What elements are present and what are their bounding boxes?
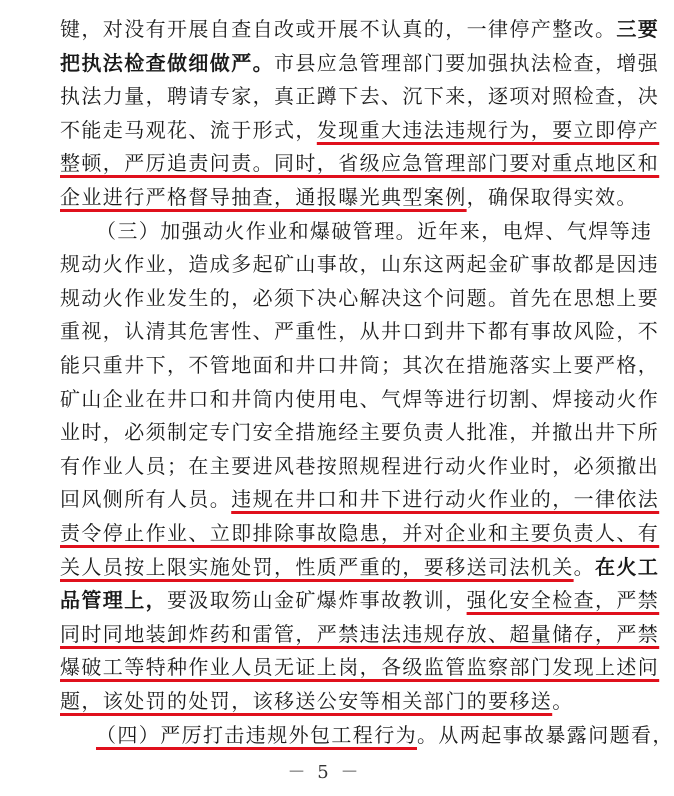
- text-line: [60, 617, 660, 651]
- underlined-text: 关人员按上限实施处罚，性质严重的，要移送司法机关: [60, 554, 574, 579]
- text-span: 业时，必须制定专门安全措施经主要负责人批准，并撤出井下所: [60, 420, 660, 445]
- bold-text: 把执法检查做细做严。: [60, 50, 274, 75]
- text-span: 执法力量，聘请专家，真正蹲下去、沉下来，逐项对照检查，决: [60, 84, 660, 109]
- text-span: 。: [573, 554, 596, 579]
- text-line: [96, 214, 653, 248]
- text-span: 规动火作业发生的，必须下决心解决这个问题。首先在思想上要: [60, 285, 660, 310]
- text-line: [60, 449, 660, 483]
- underlined-text: 企业进行严格督导抽查，通报曝光典型案例: [60, 185, 467, 209]
- text-span: 有作业人员；在主要进风巷按照规程进行动火作业时，必须撤出: [60, 453, 660, 478]
- bold-text: 在火工: [595, 554, 660, 579]
- text-line: [60, 79, 660, 113]
- text-line: [60, 583, 660, 617]
- text-line: [60, 348, 660, 382]
- text-span: ，确保取得实效。: [466, 185, 638, 209]
- underlined-text: 强化安全检查，严禁: [466, 588, 660, 613]
- text-line: [60, 146, 660, 180]
- bold-text: 品管理上，: [60, 588, 167, 613]
- text-line: [60, 12, 660, 46]
- text-span: 回风侧所有人员。: [60, 487, 232, 512]
- underlined-text: 题，该处罚的处罚，该移送公安等相关部门的要移送: [60, 689, 553, 713]
- text-line: [60, 550, 660, 584]
- text-span: 。: [552, 689, 574, 713]
- text-line: [60, 314, 660, 348]
- text-line: [60, 415, 660, 449]
- text-line: [60, 180, 638, 214]
- underlined-text: 发现重大违法违规行为，要立即停产: [316, 117, 660, 142]
- underlined-text: 整顿，严厉追责问责。同时，省级应急管理部门要对重点地区和: [60, 151, 660, 176]
- text-span: 矿山企业在井口和井筒内使用电、气焊等进行切割、焊接动火作: [60, 386, 660, 411]
- bold-text: 三要: [616, 17, 660, 41]
- text-span: 重视，认清其危害性、严重性，从井口到井下都有事故风险，不: [60, 319, 660, 344]
- text-span: 市县应急管理部门要加强执法检查，增强: [274, 50, 660, 75]
- text-span: 能只重井下，不管地面和井口井筒；其次在措施落实上要严格，: [60, 353, 660, 377]
- underlined-text: 责令停止作业、立即排除事故隐患，并对企业和主要负责人、有: [60, 521, 660, 545]
- text-line: [60, 650, 660, 684]
- text-line: [60, 516, 660, 550]
- text-span: （三）加强动火作业和爆破管理。近年来，电焊、气焊等违: [96, 218, 653, 243]
- underlined-text: 同时同地装卸炸药和雷管，严禁违法违规存放、超量储存，严禁: [60, 621, 660, 646]
- text-span: 。从两起事故暴露问题看，: [417, 722, 674, 747]
- text-span: 不能走马观花、流于形式，: [60, 117, 317, 142]
- underlined-text: 爆破工等特种作业人员无证上岗，各级监管监察部门发现上述问: [60, 655, 660, 680]
- text-span: 键，对没有开展自查自改或开展不认真的，一律停产整改。: [60, 17, 617, 41]
- underlined-text: 违规在井口和井下进行动火作业的，一律依法: [231, 487, 660, 512]
- page-number: － 5 －: [287, 762, 362, 783]
- text-span: 要汲取笏山金矿爆炸事故教训，: [167, 588, 467, 613]
- text-line: [60, 113, 660, 147]
- text-line: [60, 684, 595, 718]
- underlined-text: （四）严厉打击违规外包工程行为: [96, 722, 417, 747]
- text-line: [60, 46, 660, 80]
- text-line: [96, 718, 674, 752]
- text-span: 规动火作业，造成多起矿山事故，山东这两起金矿事故都是因违: [60, 252, 660, 277]
- text-line: [60, 382, 660, 416]
- text-line: [60, 482, 660, 516]
- text-line: [60, 281, 660, 315]
- text-line: [60, 247, 660, 281]
